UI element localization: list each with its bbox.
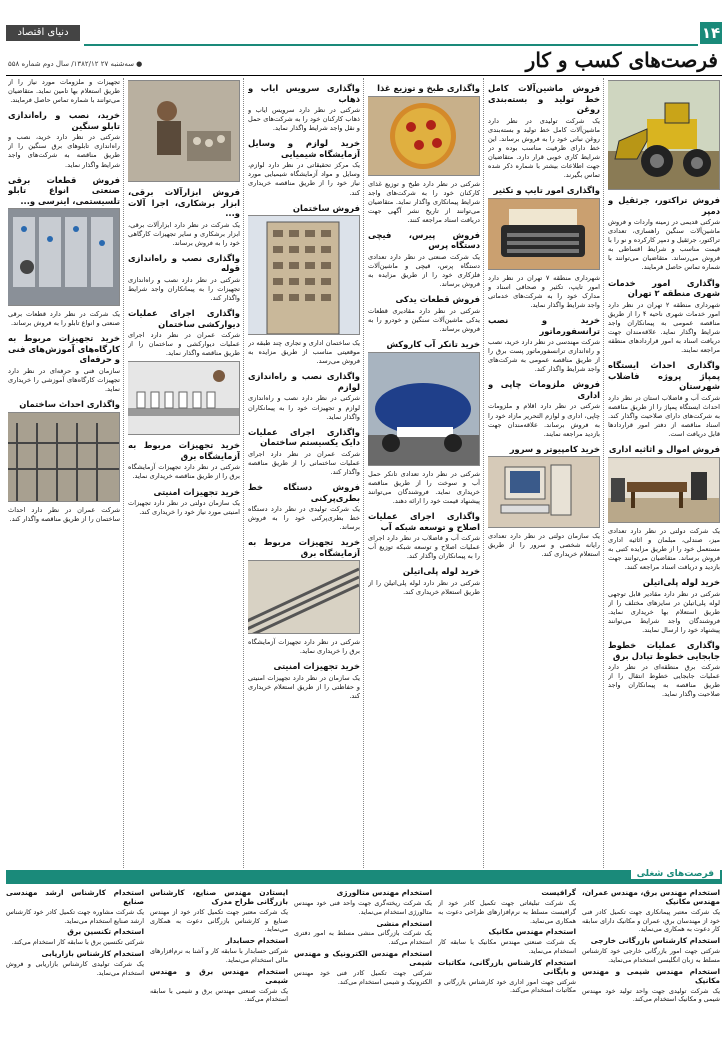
job-body: یک شرکت صنعتی مهندس مکانیک با سابقه کار استخدام می‌نماید. [438,938,576,956]
ad-title: فروش ابزارآلات برقی، ابزار برشکاری، اجرا آلات و... [128,187,240,218]
ad-body: شرکتی در نظر دارد خرید، نصب و راه‌اندازی تابلوهای برق سنگین را از طریق مناقصه به شرکت‌های واجد شرایط واگذار نماید. [8,133,120,169]
ad-body: شرکتی در نظر دارد تعدادی تانکر حمل آب و سوخت را از طریق مناقصه خریداری نماید. فروشندگان می‌توانند پیشنهاد قیمت خود را ارائه دهند. [368,469,480,505]
newspaper-logo: دنیای اقتصاد [6,25,80,41]
ad-body: شرکتی در نظر دارد نصب و راه‌اندازی لوازم و تجهیزات خود را به پیمانکاران واگذار نماید. [248,394,360,421]
ad-title: خرید کامپیوتر و سرور [509,443,600,454]
ad-body: شرکتی در نظر دارد مقادیری قطعات یدکی ماشین‌آلات سنگین و خودرو را به فروش برساند. [368,306,480,334]
column-divider [363,78,364,868]
ad-body: سازمان فنی و حرفه‌ای در نظر دارد تجهیزات کارگاه‌های آموزشی را خریداری نماید. [8,366,120,394]
ad-title: فروش ملزومات چاپی و اداری [488,379,600,400]
ad-body: شرکت برق منطقه‌ای در نظر دارد عملیات جابجایی خطوط انتقال را از طریق مناقصه به پیمانکاران واجد صلاحیت واگذار نماید. [608,663,720,699]
ad-body: شرکت عمران در نظر دارد اجرای عملیات ساختمانی را از طریق مناقصه واگذار کند. [248,449,360,476]
ad-body: یک شرکت تولیدی در نظر دارد دستگاه خط بطری‌پرکنی خود را به فروش برساند. [248,505,360,532]
job-title: استخدام کارشناس ارشد مهندسی صنایع [6,888,144,906]
job-body: یک شرکت تولیدی کارشناس بازاریابی و فروش استخدام می‌نماید. [6,959,144,977]
classifieds-column [438,886,576,1036]
job-title: گرافیست [541,888,576,897]
ad-title: فروش قطعات برقی صنعتی انواع تابلو تلسیستمی، اینرسی و... [8,174,120,206]
ad-body: یک سازمان در نظر دارد تجهیزات امنیتی و حفاظتی را از طریق استعلام خریداری کند. [248,673,360,701]
job-title: استخدام مهندس متالورژی [336,888,432,897]
ad-title: واگذاری اجرای عملیات دیوارکشی ساختمان [128,308,240,329]
classifieds-column [6,886,144,1036]
ad-body: یک شرکت تولیدی در نظر دارد ماشین‌آلات کامل خط تولید و بسته‌بندی روغن نباتی خود را به فروش برساند. این خط دارای ظرفیت مناسب بوده و در شرایط کاری خوبی قرار دارد. متقاضیان جهت اطلاعات بیشتر با شماره ذکر شده تماس بگیرند. [488,116,600,180]
ad-body: شرکتی در نظر دارد لوله پلی‌اتیلن را از طریق استعلام خریداری کند. [368,578,480,596]
job-title: استخدام کارشناس بازرگانی، مکاتبات و بایگانی [438,957,576,976]
column-4 [248,78,360,868]
office-furniture-photo [608,457,720,523]
column-divider [243,78,244,868]
ad-body: شرکت آب و فاضلاب در نظر دارد اجرای عملیات اصلاح و توسعه شبکه توزیع آب را به پیمانکاران واگذار کند. [368,534,480,561]
ad-title: واگذاری عملیات خطوط جابجایی خطوط تبادل برق [608,640,720,661]
column-2 [488,78,600,868]
ad-title: فروش قطعات یدکی [395,294,480,305]
job-body: یک شرکت بازرگانی منشی مسلط به امور دفتری استخدام می‌کند. [294,929,432,947]
ad-body: شرکتی در نظر دارد تجهیزات آزمایشگاه برق را از طریق مناقصه خریداری نماید. [128,463,240,481]
ad-title: فروش ساختمان [292,202,360,213]
job-body: شرکتی حسابدار با سابقه کار و آشنا به نرم‌افزارهای مالی استخدام می‌نماید. [150,947,288,964]
ad-body: شرکت عمران در نظر دارد اجرای عملیات دیوارکشی و ساختمان را از طریق مناقصه واگذار نماید. [128,331,240,358]
classifieds-title: فرصت‌های شغلی [631,869,720,879]
title-rule [6,75,722,76]
ad-title: واگذاری احداث ایستگاه پمپاژ پروژه فاضلاب شهرستان [608,360,720,392]
job-title: استخدام مهندس الکترونیک و مهندس شیمی [294,949,432,967]
page-header [0,22,728,50]
ad-body: شهرداری منطقه ۷ تهران در نظر دارد امور تایپ، تکثیر و صحافی اسناد و مدارک خود را به شرکت‌های خدماتی واجد شرایط واگذار نماید. [488,273,600,309]
job-title: استخدام مهندس برق، مهندس عمران، مهندس مکانیک [582,888,720,906]
ad-title: خرید تجهیزات مربوط به آزمایشگاه برق [248,537,360,558]
ad-body: یک شرکت دولتی در نظر دارد تعدادی میز، صندلی، مبلمان و اثاثیه اداری مستعمل خود را از طریق مزایده کتبی به فروش برساند. متقاضیان می‌توانند جهت بازدید و دریافت اسناد مراجعه کنند. [608,526,720,571]
job-body: یک شرکت معتبر پیمانکاری جهت تکمیل کادر فنی خود از مهندسان برق، عمران و مکانیک دارای سابقه کار دعوت به همکاری می‌نماید. [582,907,720,934]
ad-body: شرکت مهندسی در نظر دارد خرید، نصب و راه‌اندازی ترانسفورماتور پست برق را از طریق مناقصه عمومی به شرکت‌های واجد شرایط واگذار کند. [488,338,600,374]
ad-title: خرید لوله پلی‌اتیلن [402,566,480,577]
ad-title: خرید تانکر آب کاروکش [386,339,480,350]
ad-title: فروش پیرس، فیچی دستگاه پرس [368,229,480,251]
job-body: شرکتی تکنسین برق با سابقه کار استخدام می‌کند. [11,938,144,947]
ad-body: شرکتی قدیمی در زمینه واردات و فروش ماشین‌آلات سنگین راهسازی، تعدادی تراکتور، جرثقیل و دمپر کارکرده و نو را با قیمت مناسب و شرایط اقساطی به فروش می‌رساند. متقاضیان می‌توانند با شماره تماس حاصل فرمایند. [608,218,720,272]
ad-body: شرکت آب و فاضلاب استان در نظر دارد احداث ایستگاه پمپاژ را از طریق مناقصه به شرکت‌های دارای صلاحیت واگذار کند. اسناد مناقصه از دفتر امور قراردادها قابل دریافت است. [608,393,720,438]
ad-title: واگذاری احداث ساختمان [19,399,120,410]
job-body: یک شرکت معتبر جهت تکمیل کادر خود از مهندس صنایع و کارشناس بازرگانی دعوت به همکاری می‌نماید. [150,907,288,934]
pizza-photo [368,96,480,176]
ad-body: شرکتی در نظر دارد سرویس ایاب و ذهاب کارکنان خود را به شرکت‌های حمل و نقل واجد شرایط واگذار نماید. [248,106,360,133]
ad-body: یک سازمان دولتی در نظر دارد تجهیزات امنیتی مورد نیاز خود را خریداری کند. [128,499,240,517]
ad-title: خرید، نصب و راه‌اندازی تابلو سنگین [8,110,120,131]
ad-body: یک شرکت در نظر دارد قطعات برقی صنعتی و انواع تابلو را به فروش برساند. [8,310,120,328]
ad-title: فروش ماشین‌آلات کامل خط تولید و بسته‌بندی روغن [488,83,600,114]
ad-title: خرید تجهیزات امنیتی [153,486,240,497]
ad-body: شهرداری منطقه ۲ تهران در نظر دارد امور خدمات شهری ناحیه ۴ را از طریق مناقصه عمومی به پیمانکاران واجد شرایط واگذار نماید. علاقه‌مندان جهت دریافت اسناد به امور قراردادهای منطقه مراجعه نمایند. [608,300,720,355]
computer-photo [488,456,600,528]
ad-title: خرید لوازم و وسایل آزمایشگاه شیمیایی [248,138,360,159]
classifieds-section [6,886,722,1036]
ad-body: شرکت عمران در نظر دارد احداث ساختمان را از طریق مناقصه واگذار کند. [8,505,120,523]
ad-body: شرکتی در نظر دارد اقلام و ملزومات چاپی، اداری و لوازم التحریر مازاد خود را به فروش برساند. علاقه‌مندان جهت بازدید مراجعه نمایند. [488,402,600,438]
ad-body: شرکتی در نظر دارد طبخ و توزیع غذای کارکنان خود را به شرکت‌های واجد شرایط پیمانکاری واگذار نماید. متقاضیان می‌توانند از تاریخ نشر آگهی جهت دریافت اسناد مراجعه کنند. [368,179,480,224]
issue-line: ● سه‌شنبه ۲۷ ۱۳۸۲/۱۲/ سال دوم شماره ۵۵۸ [8,60,143,68]
construction-photo [8,412,120,502]
ad-body: یک ساختمان اداری و تجاری چند طبقه در موقعیتی مناسب از طریق مزایده به فروش می‌رسد. [248,339,360,366]
ad-title: واگذاری اجرای عملیات اصلاح و توسعه شبکه آب [368,511,480,532]
job-body: شرکتی جهت امور بازرگانی خارجی خود کارشناس مسلط به زبان انگلیسی استخدام می‌نماید. [582,947,720,964]
ad-title: واگذاری اجرای عملیات دایک یکسیستم ساختمان [248,426,360,448]
job-body: شرکتی جهت امور اداری خود کارشناس بازرگانی و مکاتبات استخدام می‌کند. [438,977,576,995]
job-body: یک شرکت تولیدی جهت واحد تولید خود مهندس شیمی و مکانیک استخدام می‌کند. [582,986,720,1004]
ad-title: فروش دستگاه خط بطری‌پرکنی [248,482,360,503]
ad-body: یک شرکت صنعتی در نظر دارد تعدادی دستگاه پرس، قیچی و ماشین‌آلات فلزکاری خود را از طریق مزایده به فروش برساند. [368,252,480,289]
ad-body: شرکتی در نظر دارد تجهیزات آزمایشگاه برق را خریداری نماید. [248,638,360,656]
job-title: ایستادن مهندس صنایع، کارشناس بازرگانی طراح مدرک [150,888,288,906]
job-title: استخدام تکنسین برق [67,927,144,937]
job-body: یک شرکت مشاوره جهت تکمیل کادر خود کارشناس ارشد صنایع استخدام می‌نماید. [6,907,144,925]
ad-title: خرید تجهیزات مربوط به آزمایشگاه برق [128,440,240,461]
classifieds-column [582,886,720,1036]
job-title: استخدام کارشناس بازرگانی خارجی [590,936,720,946]
job-body: یک شرکت ریخته‌گری جهت واحد فنی خود مهندس متالورژی استخدام می‌نماید. [294,898,432,916]
column-3 [368,78,480,868]
ad-title: واگذاری نصب و راه‌اندازی قوله [128,252,240,274]
worker-photo [128,80,240,182]
building-photo [248,215,360,335]
ad-body: یک مرکز تحقیقاتی در نظر دارد لوازم، وسایل و مواد آزمایشگاه شیمیایی مورد نیاز خود را از طریق مناقصه خریداری کند. [248,161,360,197]
ad-body: یک شرکت در نظر دارد ابزارآلات برقی، ابزار برشکاری و سایر تجهیزات کارگاهی خود را به فروش برساند. [128,220,240,247]
tanker-photo [368,352,480,466]
ad-body: شرکتی در نظر دارد مقادیر قابل توجهی لوله پلی‌اتیلن در سایزهای مختلف را از طریق استعلام بها خریداری نماید. فروشندگان واجد شرایط می‌توانند پیشنهاد خود را ارسال نمایند. [608,589,720,634]
column-6 [8,78,120,868]
typewriter-photo [488,198,600,270]
ad-title: فروش تراکتور، جرثقیل و دمپر [608,195,720,216]
job-title: استخدام کارشناس بازاریابی [41,949,144,959]
control-room-photo [8,208,120,306]
job-title: استخدام حسابدار [225,936,288,946]
loader-photo [608,80,720,190]
column-divider [603,78,604,868]
ad-title: واگذاری طبخ و توزیع غذا [377,83,480,93]
ad-title: واگذاری امور خدمات شهری منطقه ۲ تهران [608,277,720,299]
ad-body: تجهیزات و ملزومات مورد نیاز را از طریق استعلام بها تامین نماید. متقاضیان می‌توانند با شماره تماس حاصل فرمایند. [8,78,120,105]
classifieds-column [294,886,432,1036]
ad-title: خرید تجهیزات مربوط به کارگاه‌های آموزش‌های فنی و حرفه‌ای [8,333,120,365]
ad-title: فروش اموال و اثاثیه اداری [608,444,720,455]
bottling-line-photo [128,361,240,435]
ad-title: خرید و نصب ترانسفورماتور [488,315,600,336]
ad-title: واگذاری سرویس ایاب و ذهاب [248,83,360,104]
ad-title: واگذاری نصب و راه‌اندازی لوازم [248,371,360,392]
column-divider [123,78,124,868]
page-number: ۱۴ [701,24,721,42]
column-5 [128,78,240,868]
page-title: فرصت‌های کسب و کار [525,48,718,72]
ad-title: واگذاری امور تایپ و تکثیر [493,185,600,196]
job-body: یک شرکت تبلیغاتی جهت تکمیل کادر خود از گرافیست مسلط به نرم‌افزارهای طراحی دعوت به همکاری می‌نماید. [438,898,576,925]
header-rule [84,44,698,46]
job-title: استخدام منشی [376,918,432,928]
ad-body: یک سازمان دولتی در نظر دارد تعدادی رایانه شخصی و سرور را از طریق استعلام خریداری کند. [488,532,600,559]
column-divider [483,78,484,868]
ad-title: خرید لوله پلی‌اتیلن [642,577,720,588]
classifieds-column [150,886,288,1036]
job-body: شرکتی جهت تکمیل کادر فنی خود مهندس الکترونیک و شیمی استخدام می‌کند. [294,968,432,986]
column-1 [608,78,720,868]
classifieds-bar [6,870,722,884]
ad-body: شرکتی در نظر دارد نصب و راه‌اندازی تجهیزات را به پیمانکاران واجد شرایط واگذار کند. [128,275,240,302]
job-title: استخدام مهندس شیمی و مهندس مکانیک [582,966,720,985]
job-body: یک شرکت صنعتی مهندس برق و شیمی با سابقه استخدام می‌کند. [150,986,288,1004]
job-title: استخدام مهندس برق و مهندس شیمی [150,966,288,985]
job-title: استخدام مهندس مکانیک [488,927,576,937]
ad-title: خرید تجهیزات امنیتی [273,661,360,672]
pipes-photo [248,560,360,634]
